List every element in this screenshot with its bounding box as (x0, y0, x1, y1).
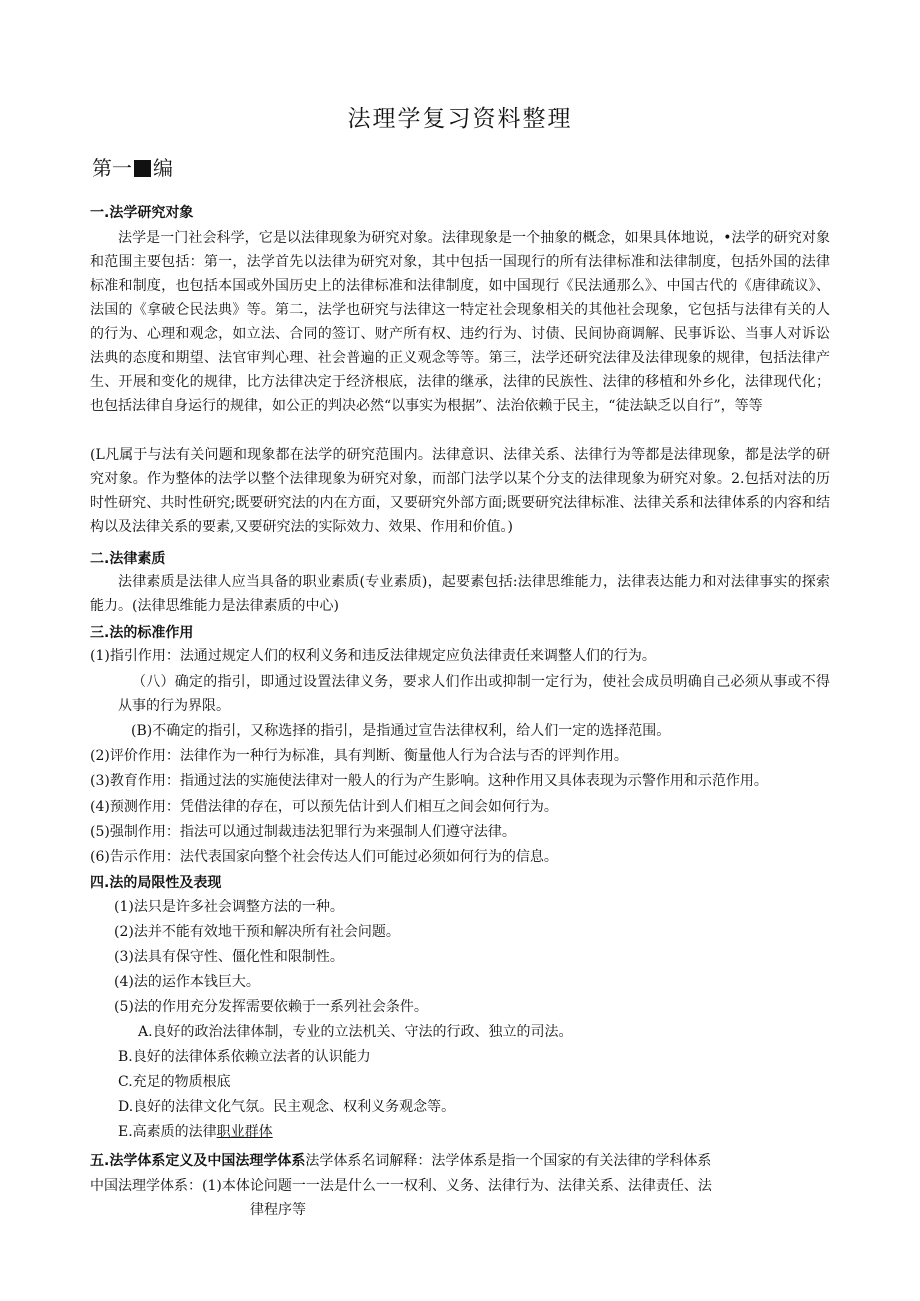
section-4-item-a: A.良好的政治法律体制，专业的立法机关、守法的行政、独立的司法。 (138, 1024, 573, 1040)
section-5-definition: 法学体系名词解释：法学体系是指一个国家的有关法律的学科体系 (305, 1153, 712, 1169)
section-4-item-5: (5)法的作用充分发挥需要依赖于一系列社会条件。 (114, 999, 428, 1015)
redaction-block (134, 160, 151, 177)
document-title: 法理学复习资料整理 (347, 106, 573, 132)
section-5-heading: 五.法学体系定义及中国法理学体系 (90, 1153, 306, 1169)
section-4-item-4: (4)法的运作本钱巨大。 (114, 974, 260, 990)
section-4-item-d: D.良好的法律文化气氛。民主观念、权利义务观念等。 (118, 1099, 456, 1115)
section-2-heading: 二.法律素质 (90, 551, 166, 567)
part-heading-suffix: 编 (153, 156, 173, 180)
section-4-item-3: (3)法具有保守性、僵化性和限制性。 (114, 949, 344, 965)
section-3-heading: 三.法的标准作用 (90, 625, 194, 641)
section-4-heading: 四.法的局限性及表现 (90, 875, 222, 891)
section-4-item-b: B.良好的法律体系依赖立法者的认识能力 (118, 1049, 371, 1065)
section-1-paragraph: 法学是一门社会科学，它是以法律现象为研究对象。法律现象是一个抽象的概念，如果具体地说，•法学的研究对象和范围主要包括：第一，法学首先以法律为研究对象，其中包括一国现行的所有法律标准和法律制度，包括外国的法律标准和制度，也包括本国或外国历史上的法律标准和法律制度，如中国现行《民法通那么》、中国古代的《唐律疏议》、法国的《拿破仑民法典》等。第二，法学也研究与法律这一特定社会现象相关的其他社会现象，它包括与法律有关的人的行为、心理和观念，如立法、合同的签订、财产所有权、违约行为、讨债、民间协商调解、民事诉讼、当事人对诉讼法典的态度和期望、法官审判心理、社会普遍的正义观念等等。第三，法学还研究法律及法律现象的规律，包括法律产生、开展和变化的规律，比方法律决定于经济根底，法律的继承，法律的民族性、法律的移植和外乡化，法律现代化；也包括法律自身运行的规律，如公正的判决必然“以事实为根据”、法治依赖于民主，“徒法缺乏以自行”，等等 (90, 230, 830, 414)
section-5-line-2: 中国法理学体系：(1)本体论问题一一法是什么一一权利、义务、法律行为、法律关系、法律责任、法 (90, 1178, 712, 1194)
part-heading-prefix: 第一 (92, 156, 132, 180)
section-4-item-e-text: E.高素质的法律 (118, 1124, 217, 1140)
section-3-item-2: (2)评价作用：法律作为一种行为标准，具有判断、衡量他人行为合法与否的评判作用。 (90, 748, 628, 764)
section-1-note: (L凡属于与法有关问题和现象都在法学的研究范围内。法律意识、法律关系、法律行为等都是法律现象，都是法学的研究对象。作为整体的法学以整个法律现象为研究对象，而部门法学以某个分支的法律现象为研究对象。2.包括对法的历时性研究、共时性研究;既要研究法的内在方面，又要研究外部方面;既要研究法律标准、法律关系和法律体系的内容和结构以及法律关系的要素,又要研究法的实际效力、效果、作用和价值。) (90, 447, 830, 535)
section-3-item-5: (5)强制作用：指法可以通过制裁违法犯罪行为来强制人们遵守法律。 (90, 824, 516, 840)
section-4-item-2: (2)法并不能有效地干预和解决所有社会问题。 (114, 924, 400, 940)
section-1-heading: 一.法学研究对象 (90, 205, 194, 221)
section-4-item-e (118, 1120, 273, 1144)
section-5-line-3: 律程序等 (250, 1202, 306, 1218)
section-3-item-3: (3)教育作用：指通过法的实施使法律对一般人的行为产生影响。这种作用又具体表现为示警作用和示范作用。 (90, 773, 768, 789)
section-4-item-1: (1)法只是许多社会调整方法的一种。 (114, 899, 344, 915)
section-3-item-6: (6)告示作用：法代表国家向整个社会传达人们可能过必须如何行为的信息。 (90, 849, 558, 865)
section-3-item-1: (1)指引作用：法通过规定人们的权利义务和违反法律规定应负法律责任来调整人们的行为。 (90, 648, 656, 664)
part-heading (92, 152, 173, 181)
section-4-item-c: C.充足的物质根底 (118, 1074, 231, 1090)
section-3-sub-b: (B)不确定的指引，又称选择的指引，是指通过宣告法律权利，给人们一定的选择范围。 (131, 723, 671, 739)
section-2-paragraph: 法律素质是法律人应当具备的职业素质(专业素质)，起要素包括:法律思维能力，法律表达能力和对法律事实的探索能力。(法律思维能力是法律素质的中心) (90, 574, 830, 614)
section-3-sub-a: （八）确定的指引，即通过设置法律义务，要求人们作出或抑制一定行为，使社会成员明确自己必须从事或不得从事的行为界限。 (118, 674, 830, 714)
section-4-item-e-underlined: 职业群体 (216, 1124, 273, 1140)
section-3-item-4: (4)预测作用：凭借法律的存在，可以预先估计到人们相互之间会如何行为。 (90, 799, 558, 815)
section-5-first-line (90, 1149, 711, 1173)
